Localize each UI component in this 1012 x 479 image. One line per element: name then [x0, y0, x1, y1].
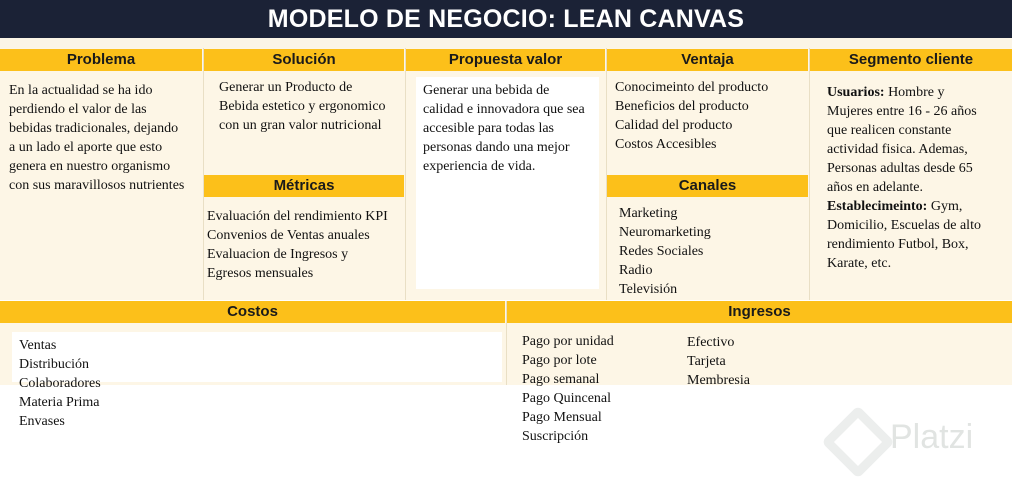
propuesta-line: experiencia de vida. [423, 159, 536, 174]
ventaja-line: Conocimeinto del producto [615, 80, 769, 95]
costos-header: Costos [0, 301, 505, 323]
ingresos-line: Pago Quincenal [522, 391, 612, 406]
ingresos-header: Ingresos [507, 301, 1012, 323]
ingresos-line: Membresia [687, 373, 750, 388]
propuesta-line: personas dando una mejor [423, 140, 570, 155]
canales-text [619, 204, 711, 299]
problema-line: a un lado el aporte que esto [9, 140, 163, 155]
usuarios-label: Usuarios: [827, 85, 885, 100]
canales-line: Neuromarketing [619, 225, 711, 240]
ingresos-col1 [522, 332, 614, 446]
segmento-line: Hombre y [884, 85, 945, 100]
platzi-logo-icon [821, 405, 895, 479]
propuesta-line: accesible para todas las [423, 121, 554, 136]
costos-line: Materia Prima [19, 395, 100, 410]
canales-line: Redes Sociales [619, 244, 704, 259]
costos-line: Envases [19, 414, 65, 429]
propuesta-line: Generar una bebida de [423, 83, 550, 98]
canales-line: Televisión [619, 282, 678, 297]
problema-text [9, 81, 184, 195]
problema-line: bebidas tradicionales, dejando [9, 121, 179, 136]
establecimiento-label: Establecimeinto: [827, 199, 928, 214]
solucion-line: Bebida estetico y ergonomico [219, 99, 386, 114]
ventaja-header: Ventaja [607, 49, 808, 71]
problema-header: Problema [0, 49, 202, 71]
propuesta-text [423, 81, 585, 176]
segmento-line: rendimiento Futbol, Box, [827, 237, 969, 252]
ingresos-line: Tarjeta [687, 354, 726, 369]
divider [506, 301, 507, 385]
segmento-line: Domicilio, Escuelas de alto [827, 218, 981, 233]
solucion-header: Solución [204, 49, 404, 71]
metricas-line: Egresos mensuales [207, 266, 314, 281]
segmento-line: que realicen constante [827, 123, 952, 138]
segmento-text [827, 83, 981, 273]
watermark-text: Platzi [890, 418, 974, 456]
platzi-watermark [832, 410, 1012, 470]
metricas-line: Evaluacion de Ingresos y [207, 247, 349, 262]
metricas-header: Métricas [204, 175, 404, 197]
ingresos-line: Efectivo [687, 335, 735, 350]
page-title: MODELO DE NEGOCIO: LEAN CANVAS [0, 0, 1012, 38]
canales-line: Marketing [619, 206, 678, 221]
problema-line: genera en nuestro organismo [9, 159, 171, 174]
divider [606, 48, 607, 300]
ingresos-line: Pago por lote [522, 353, 597, 368]
ventaja-line: Calidad del producto [615, 118, 733, 133]
metricas-text [207, 207, 388, 283]
ingresos-line: Suscripción [522, 429, 589, 444]
propuesta-line: calidad e innovadora que sea [423, 102, 585, 117]
ingresos-line: Pago Mensual [522, 410, 602, 425]
solucion-line: Generar un Producto de [219, 80, 353, 95]
segmento-line: Personas adultas desde 65 [827, 161, 973, 176]
solucion-text [219, 78, 386, 135]
problema-line: En la actualidad se ha ido [9, 83, 153, 98]
canales-line: Radio [619, 263, 653, 278]
ventaja-line: Costos Accesibles [615, 137, 717, 152]
costos-line: Colaboradores [19, 376, 101, 391]
problema-line: con sus maravillosos nutrientes [9, 178, 185, 193]
segmento-line: Mujeres entre 16 - 26 años [827, 104, 977, 119]
ventaja-text [615, 78, 768, 154]
problema-line: perdiendo el valor de las [9, 102, 147, 117]
segmento-line: años en adelante. [827, 180, 924, 195]
divider [809, 48, 810, 300]
costos-text [19, 336, 101, 431]
solucion-line: con un gran valor nutricional [219, 118, 382, 133]
propuesta-header: Propuesta valor [406, 49, 605, 71]
segmento-line: actividad fisica. Ademas, [827, 142, 968, 157]
ingresos-line: Pago semanal [522, 372, 600, 387]
ingresos-col2 [687, 333, 750, 390]
metricas-line: Convenios de Ventas anuales [207, 228, 370, 243]
ingresos-line: Pago por unidad [522, 334, 614, 349]
segmento-line: Karate, etc. [827, 256, 892, 271]
title-strip [0, 38, 1012, 48]
divider [405, 48, 406, 300]
canales-header: Canales [607, 175, 808, 197]
costos-line: Distribución [19, 357, 89, 372]
metricas-line: Evaluación del rendimiento KPI [207, 209, 388, 224]
costos-line: Ventas [19, 338, 57, 353]
ventaja-line: Beneficios del producto [615, 99, 749, 114]
divider [203, 48, 204, 300]
segmento-line: Gym, [927, 199, 963, 214]
segmento-header: Segmento cliente [810, 49, 1012, 71]
